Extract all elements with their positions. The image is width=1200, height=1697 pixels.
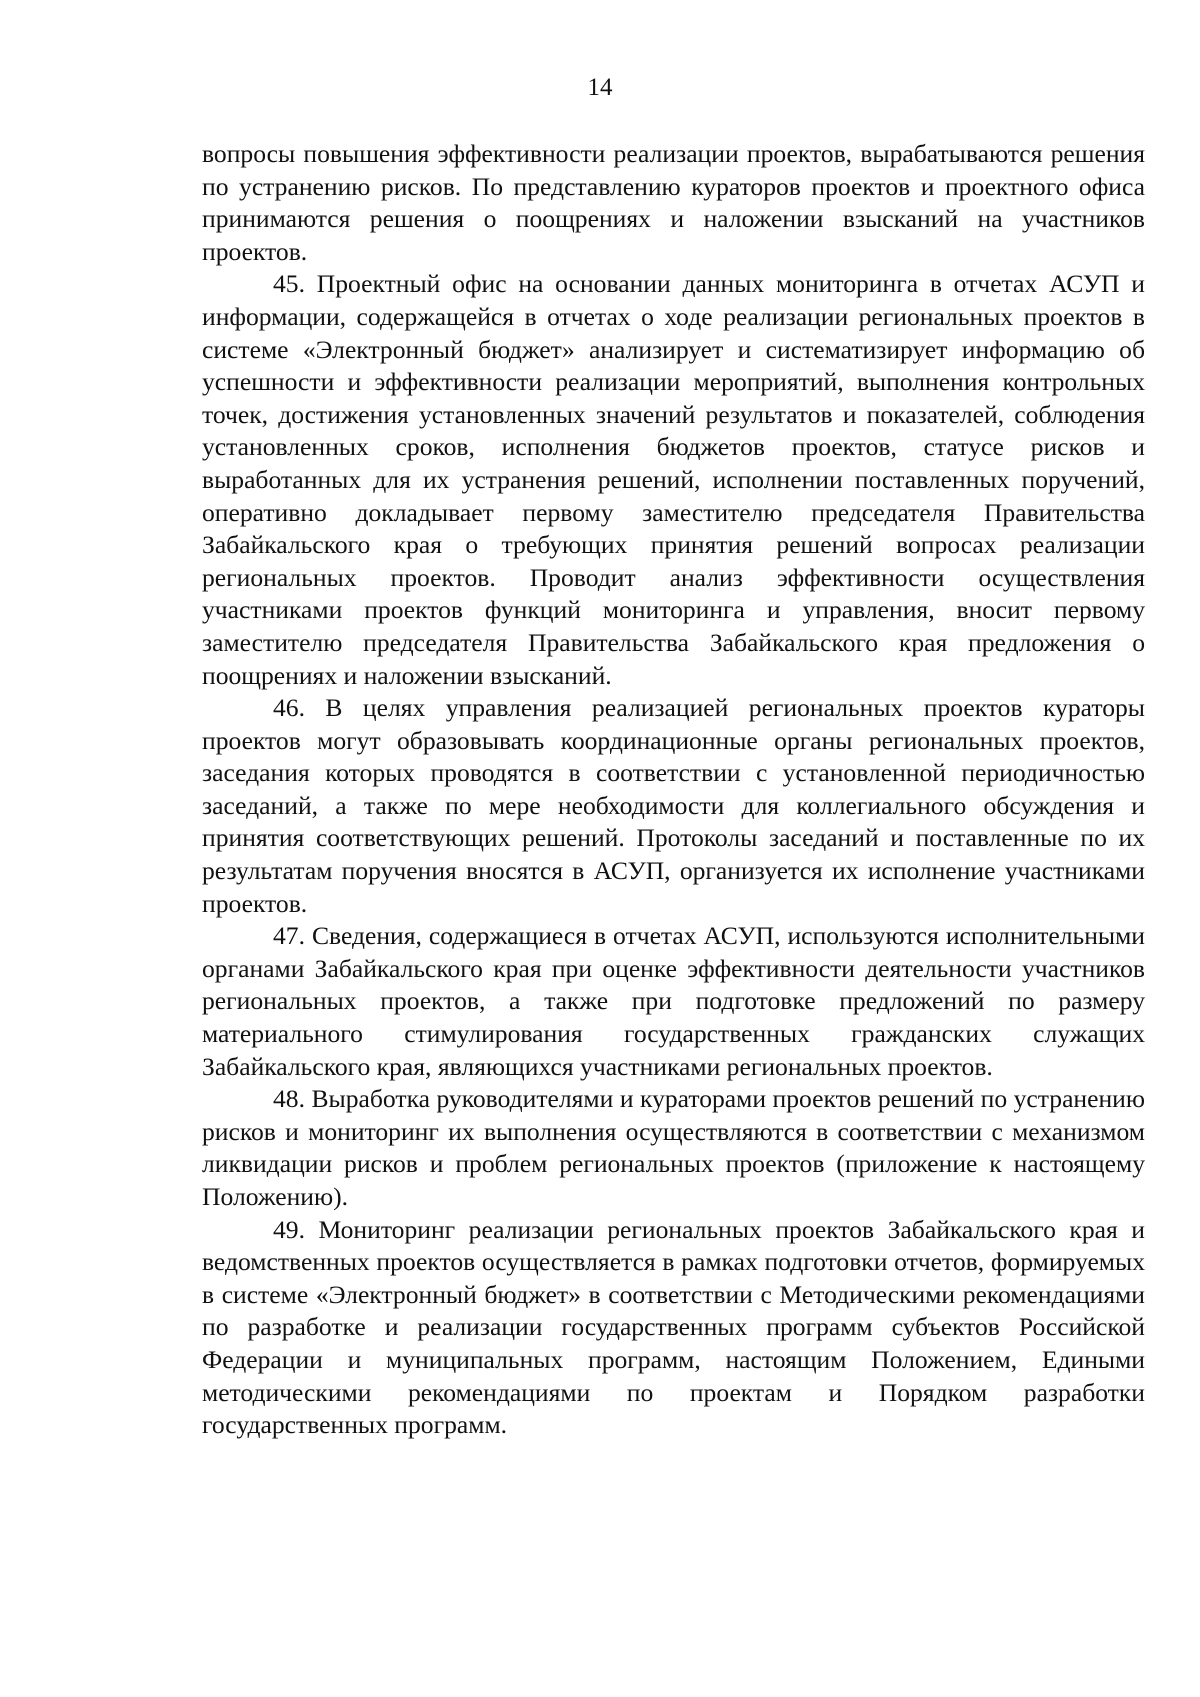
document-body	[202, 138, 1145, 1442]
paragraph-45: 45. Проектный офис на основании данных мониторинга в отчетах АСУП и информации, содержащейся в отчетах о ходе реализации региональных проектов в системе «Электронный бюджет» анализирует и систематизирует информацию об успешности и эффективности реализации мероприятий, выполнения контрольных точек, достижения установленных значений результатов и показателей, соблюдения установленных сроков, исполнения бюджетов проектов, статусе рисков и выработанных для их устранения решений, исполнении поставленных поручений, оперативно докладывает первому заместителю председателя Правительства Забайкальского края о требующих принятия решений вопросах реализации региональных проектов. Проводит анализ эффективности осуществления участниками проектов функций мониторинга и управления, вносит первому заместителю председателя Правительства Забайкальского края предложения о поощрениях и наложении взысканий.	[202, 269, 1145, 690]
page-number: 14	[587, 74, 613, 101]
paragraph-46: 46. В целях управления реализацией региональных проектов кураторы проектов могут образовывать координационные органы региональных проектов, заседания которых проводятся в соответствии с установленной периодичностью заседаний, а также по мере необходимости для коллегиального обсуждения и принятия соответствующих решений. Протоколы заседаний и поставленные по их результатам поручения вносятся в АСУП, организуется их исполнение участниками проектов.	[202, 693, 1145, 918]
paragraph-47: 47. Сведения, содержащиеся в отчетах АСУП, используются исполнительными органами Забайкальского края при оценке эффективности деятельности участников региональных проектов, а также при подготовке предложений по размеру материального стимулирования государственных гражданских служащих Забайкальского края, являющихся участниками региональных проектов.	[202, 921, 1145, 1081]
paragraph-49: 49. Мониторинг реализации региональных проектов Забайкальского края и ведомственных проектов осуществляется в рамках подготовки отчетов, формируемых в системе «Электронный бюджет» в соответствии с Методическими рекомендациями по разработке и реализации государственных программ субъектов Российской Федерации и муниципальных программ, настоящим Положением, Едиными методическими рекомендациями по проектам и Порядком разработки государственных программ.	[202, 1214, 1145, 1440]
paragraph-48: 48. Выработка руководителями и кураторами проектов решений по устранению рисков и мониторинг их выполнения осуществляются в соответствии с механизмом ликвидации рисков и проблем региональных проектов (приложение к настоящему Положению).	[202, 1084, 1145, 1211]
paragraph-continuation: вопросы повышения эффективности реализации проектов, вырабатываются решения по устранению рисков. По представлению кураторов проектов и проектного офиса принимаются решения о поощрениях и наложении взысканий на участников проектов.	[202, 139, 1145, 266]
